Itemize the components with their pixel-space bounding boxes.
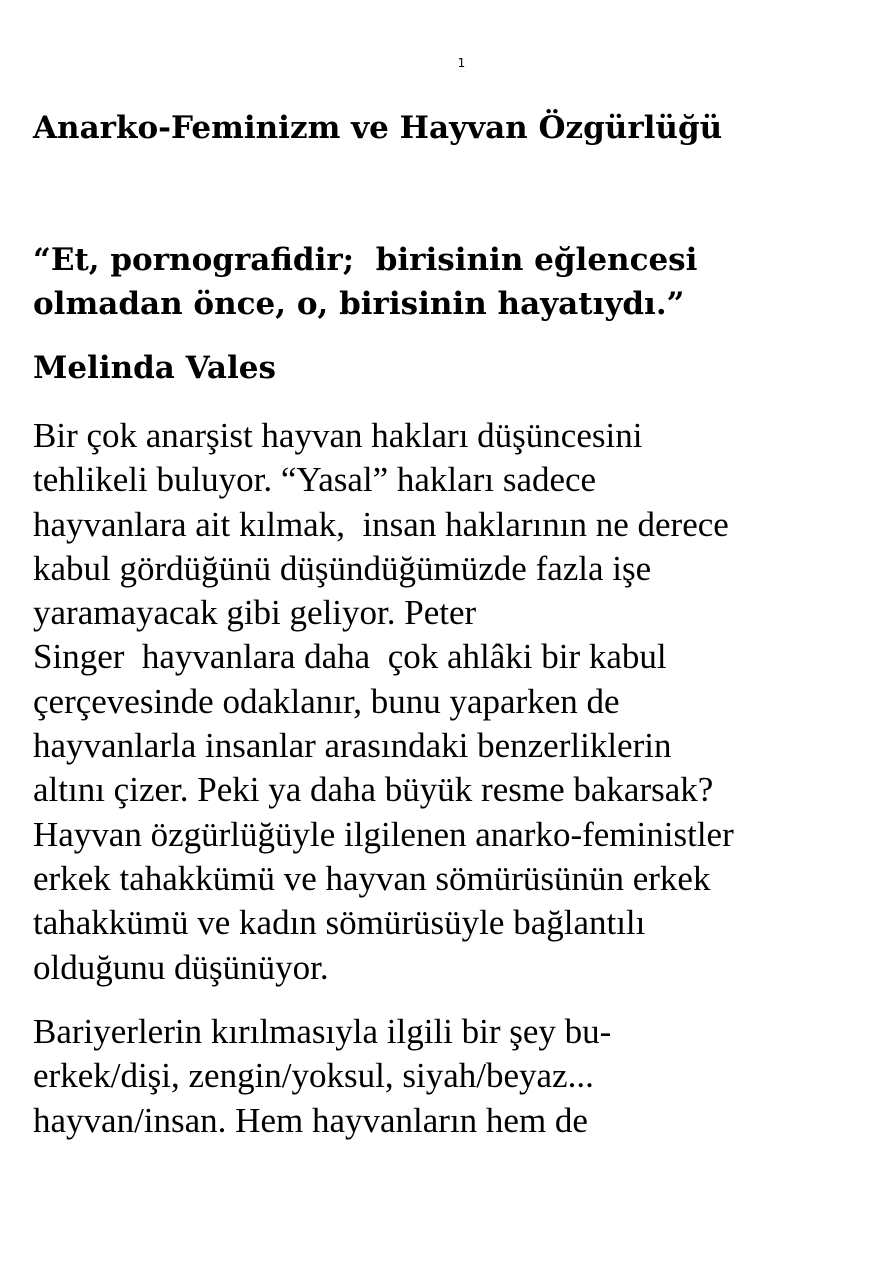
body-paragraph bbox=[33, 1010, 611, 1143]
paragraph-line: tehlikeli buluyor. “Yasal” hakları sadece bbox=[33, 460, 597, 500]
paragraph-line: hayvan/insan. Hem hayvanların hem de bbox=[33, 1100, 588, 1140]
epigraph-quote bbox=[33, 238, 697, 326]
paragraph-line: Bariyerlerin kırılmasıyla ilgili bir şey bu- bbox=[33, 1012, 612, 1051]
document-title: Anarko-Feminizm ve Hayvan Özgürlüğü bbox=[33, 110, 723, 146]
paragraph-line: Singer hayvanlara daha çok ahlâki bir kabul bbox=[33, 637, 667, 677]
paragraph-line: tahakkümü ve kadın sömürüsüyle bağlantılı bbox=[33, 903, 646, 943]
paragraph-line: erkek tahakkümü ve hayvan sömürüsünün erkek bbox=[33, 858, 711, 898]
quote-line: olmadan önce, o, birisinin hayatıydı.” bbox=[33, 286, 685, 322]
paragraph-line: erkek/dişi, zengin/yoksul, siyah/beyaz... bbox=[33, 1056, 594, 1096]
paragraph-line: olduğunu düşünüyor. bbox=[33, 947, 329, 987]
quote-line: “Et, pornografidir; birisinin eğlencesi bbox=[33, 242, 698, 278]
paragraph-line: altını çizer. Peki ya daha büyük resme bakarsak? bbox=[33, 770, 714, 810]
quote-author: Melinda Vales bbox=[33, 350, 276, 386]
paragraph-line: hayvanlarla insanlar arasındaki benzerliklerin bbox=[33, 726, 672, 766]
paragraph-line: hayvanlara ait kılmak, insan haklarının ne derece bbox=[33, 504, 729, 544]
paragraph-line: çerçevesinde odaklanır, bunu yaparken de bbox=[33, 681, 620, 721]
paragraph-line: Bir çok anarşist hayvan hakları düşüncesini bbox=[33, 416, 643, 455]
paragraph-line: kabul gördüğünü düşündüğümüzde fazla işe bbox=[33, 548, 652, 588]
body-paragraph bbox=[33, 414, 734, 990]
paragraph-line: yaramayacak gibi geliyor. Peter bbox=[33, 593, 477, 633]
paragraph-line: Hayvan özgürlüğüyle ilgilenen anarko-feministler bbox=[33, 814, 734, 854]
page-number: 1 bbox=[457, 56, 466, 70]
